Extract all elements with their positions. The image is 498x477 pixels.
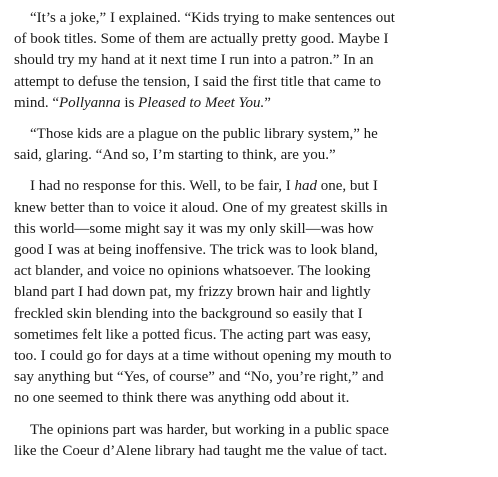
text-run: I had no response for this. Well, to be fair, I	[30, 178, 295, 195]
document-page	[14, 8, 430, 462]
text-run: “It’s a joke,” I explained. “Kids trying to make sentences out of book titles. Some of them are actually pretty good. Maybe I should try my hand at it next time I run into a patron.” In an attempt to defuse the tension, I said the first title that came to mind. “	[14, 10, 395, 111]
text-run: one, but I knew better than to voice it aloud. One of my greatest skills in this world—some might say it was my only skill—was how good I was at being inoffensive. The trick was to look bland, act blander, and voice no opinions whatsoever. The looking bland part I had down pat, my frizzy brown hair and lightly freckled skin blending into the background so easily that I sometimes felt like a potted ficus. The acting part was easy, too. I could go for days at a time without opening my mouth to say anything but “Yes, of course” and “No, you’re right,” and no one seemed to think there was anything odd about it.	[14, 178, 392, 407]
paragraph-4	[14, 420, 430, 462]
paragraph-1	[14, 8, 430, 114]
book-title-italic: Pleased to Meet You.	[138, 94, 265, 111]
paragraph-2	[14, 124, 430, 166]
text-run: The opinions part was harder, but working in a public space like the Coeur d’Alene library had taught me the value of tact.	[14, 421, 389, 459]
paragraph-3	[14, 176, 430, 409]
book-title-italic: Pollyanna	[59, 94, 121, 111]
emphasis-italic: had	[294, 178, 318, 195]
text-run: is	[120, 94, 139, 111]
text-run: ”	[264, 94, 271, 111]
text-run: “Those kids are a plague on the public library system,” he said, glaring. “And so, I’m starting to think, are you.”	[14, 126, 378, 164]
